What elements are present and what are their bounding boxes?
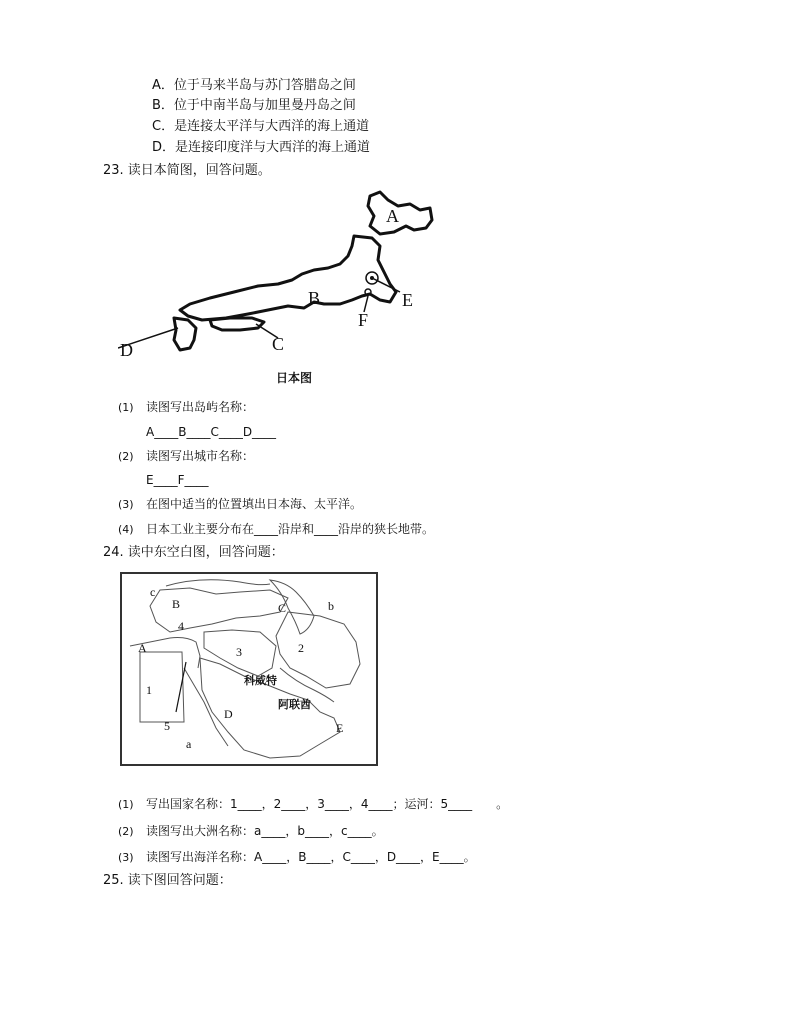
q23-part-4-text: 日本工业主要分布在____沿岸和____沿岸的狭长地带。 <box>146 522 435 536</box>
me-label-c-cap: C <box>278 601 287 615</box>
me-label-uae: 阿联酋 <box>278 699 311 711</box>
shikoku-outline <box>210 318 264 330</box>
q23-part-3-text: 在图中适当的位置填出日本海、太平洋。 <box>146 497 363 511</box>
me-label-d-cap: D <box>224 707 233 721</box>
q24-part-3 <box>118 848 476 867</box>
q24-part-2-text: 读图写出大洲名称：a____，b____，c____。 <box>146 824 384 838</box>
q24-part-1-text: 写出国家名称：1____，2____，3____，4____；运河：5____ 。 <box>146 797 509 811</box>
q23-part-2-blanks: E____F____ <box>146 473 209 487</box>
q24-part-1-num: (1) <box>118 798 134 811</box>
me-label-5: 5 <box>164 719 170 733</box>
q23-part-4 <box>118 520 434 539</box>
japan-label-c: C <box>272 334 285 354</box>
japan-map-caption: 日本图 <box>276 371 313 385</box>
japan-label-a: A <box>386 206 399 226</box>
japan-label-b: B <box>308 288 321 308</box>
me-label-1: 1 <box>146 683 152 697</box>
pointer-e <box>372 278 400 292</box>
q23-part-1-num: (1) <box>118 401 134 414</box>
q22-option-a: A．位于马来半岛与苏门答腊岛之间 <box>152 78 356 93</box>
me-label-e-cap: E <box>336 721 344 735</box>
q22-option-b: B．位于中南半岛与加里曼丹岛之间 <box>152 98 356 113</box>
honshu-outline <box>180 236 396 320</box>
q25-stem: 25. 读下图回答问题： <box>103 873 232 888</box>
q22-option-c: C．是连接太平洋与大西洋的海上通道 <box>152 119 370 134</box>
q24-part-1 <box>118 795 508 814</box>
middle-east-map <box>120 572 378 766</box>
q22-option-d: D．是连接印度洋与大西洋的海上通道 <box>152 140 371 155</box>
me-label-a-cap: A <box>138 641 147 655</box>
kyushu-outline <box>174 318 196 350</box>
me-label-c-small: c <box>150 585 156 599</box>
me-label-b-small: b <box>328 599 334 613</box>
q23-part-1 <box>118 398 254 417</box>
q23-part-1-text: 读图写出岛屿名称： <box>146 400 255 414</box>
japan-map <box>118 188 438 388</box>
q24-part-3-text: 读图写出海洋名称：A____，B____，C____，D____，E____。 <box>146 850 476 864</box>
map-frame <box>121 573 377 765</box>
q24-stem: 24. 读中东空白图，回答问题： <box>103 545 284 560</box>
me-label-a-small: a <box>186 737 192 751</box>
q23-part-2-text: 读图写出城市名称： <box>146 449 255 463</box>
q23-part-4-num: (4) <box>118 523 134 536</box>
japan-label-e: E <box>402 290 413 310</box>
q23-part-2 <box>118 447 254 466</box>
q24-part-3-num: (3) <box>118 851 134 864</box>
q23-part-1-blanks: A____B____C____D____ <box>146 425 277 439</box>
japan-label-d: D <box>120 340 133 360</box>
q23-part-3 <box>118 495 362 514</box>
japan-label-f: F <box>358 310 369 330</box>
q24-part-2-num: (2) <box>118 825 134 838</box>
hokkaido-outline <box>368 192 432 234</box>
me-label-kuwait: 科威特 <box>244 675 277 687</box>
q23-stem: 23. 读日本简图，回答问题。 <box>103 163 271 178</box>
me-label-4: 4 <box>178 619 184 633</box>
q24-part-2 <box>118 822 384 841</box>
q23-part-2-num: (2) <box>118 450 134 463</box>
me-label-2: 2 <box>298 641 304 655</box>
me-label-b-cap: B <box>172 597 181 611</box>
q23-part-3-num: (3) <box>118 498 134 511</box>
me-label-3: 3 <box>236 645 242 659</box>
